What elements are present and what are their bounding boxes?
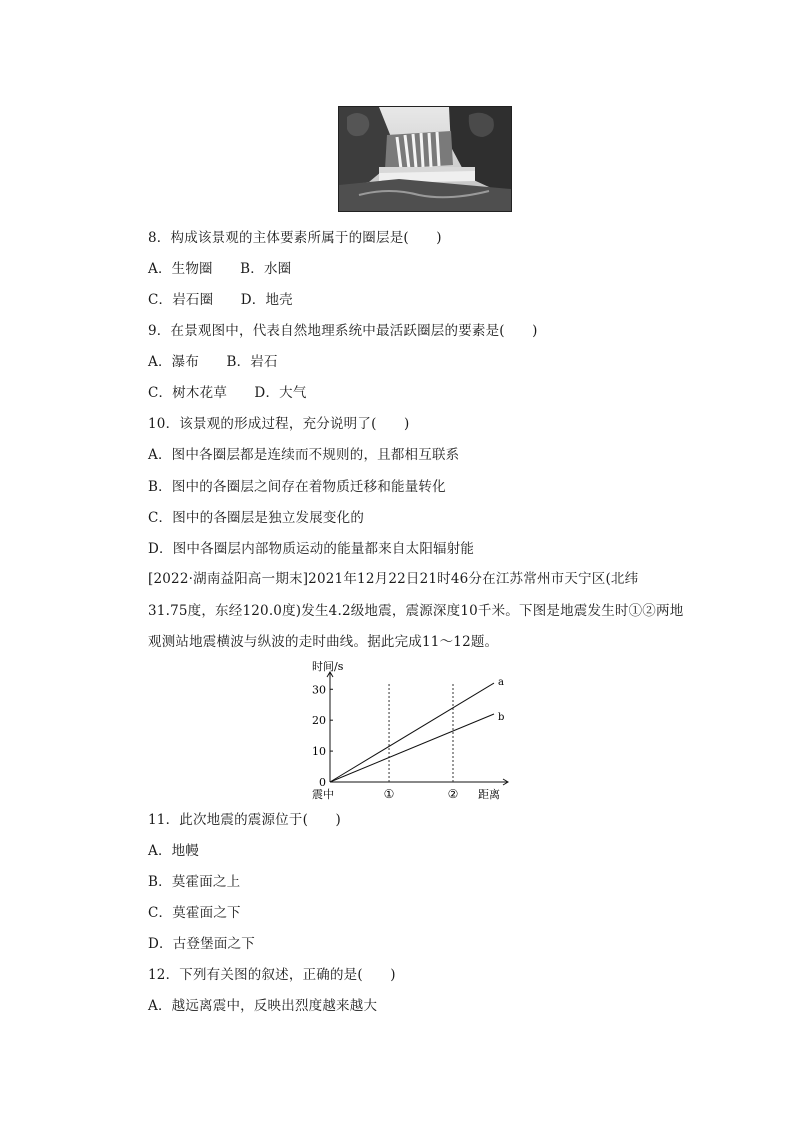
series-label-a: a bbox=[498, 677, 504, 689]
seismic-travel-time-chart bbox=[310, 658, 510, 803]
passage-line-1: [2022·湖南益阳高一期末]2021年12月22日21时46分在江苏常州市天宁区(北纬 bbox=[148, 571, 639, 587]
question-10-option-a: A．图中各圈层都是连续而不规则的，且都相互联系 bbox=[148, 447, 460, 463]
question-11-option-d: D．古登堡面之下 bbox=[148, 936, 255, 952]
question-10-option-c: C．图中的各圈层是独立发展变化的 bbox=[148, 510, 365, 526]
question-10-option-b: B．图中的各圈层之间存在着物质迁移和能量转化 bbox=[148, 479, 446, 495]
y-tick-label: 10 bbox=[312, 745, 326, 759]
y-tick-label: 20 bbox=[312, 714, 326, 728]
question-8-stem: 8．构成该景观的主体要素所属于的圈层是( ) bbox=[148, 230, 442, 246]
question-11-stem: 11．此次地震的震源位于( ) bbox=[148, 812, 341, 828]
series-line-b bbox=[330, 714, 494, 782]
question-11-option-c: C．莫霍面之下 bbox=[148, 905, 241, 921]
station-marker-label: ② bbox=[447, 787, 459, 801]
station-marker-label: ① bbox=[383, 787, 395, 801]
y-tick-label: 30 bbox=[312, 683, 326, 697]
question-9-options-ab: A．瀑布 B．岩石 bbox=[148, 354, 278, 370]
series-label-b: b bbox=[498, 712, 505, 723]
question-8-options-ab: A．生物圈 B．水圈 bbox=[148, 261, 292, 277]
question-11-option-a: A．地幔 bbox=[148, 843, 200, 859]
question-10-option-d: D．图中各圈层内部物质运动的能量都来自太阳辐射能 bbox=[148, 541, 475, 557]
passage-line-2: 31.75度，东经120.0度)发生4.2级地震，震源深度10千米。下图是地震发生时①②两地 bbox=[148, 603, 684, 619]
y-tick-label: 0 bbox=[319, 776, 326, 789]
question-11-option-b: B．莫霍面之上 bbox=[148, 874, 241, 890]
question-9-stem: 9．在景观图中，代表自然地理系统中最活跃圈层的要素是( ) bbox=[148, 323, 538, 339]
waterfall-landscape-icon bbox=[339, 107, 511, 211]
question-8-options-cd: C．岩石圈 D．地壳 bbox=[148, 292, 293, 308]
y-axis-label: 时间/s bbox=[312, 660, 344, 673]
waterfall-photo bbox=[338, 106, 512, 212]
question-12-option-a: A．越远离震中，反映出烈度越来越大 bbox=[148, 998, 378, 1014]
x-axis-label: 距离 bbox=[478, 788, 500, 801]
question-10-stem: 10．该景观的形成过程，充分说明了( ) bbox=[148, 416, 410, 432]
question-9-options-cd: C．树木花草 D．大气 bbox=[148, 385, 307, 401]
origin-label: 震中 bbox=[312, 788, 334, 801]
series-line-a bbox=[330, 683, 494, 782]
passage-line-3: 观测站地震横波与纵波的走时曲线。据此完成11～12题。 bbox=[148, 634, 499, 650]
question-12-stem: 12．下列有关图的叙述，正确的是( ) bbox=[148, 967, 396, 983]
